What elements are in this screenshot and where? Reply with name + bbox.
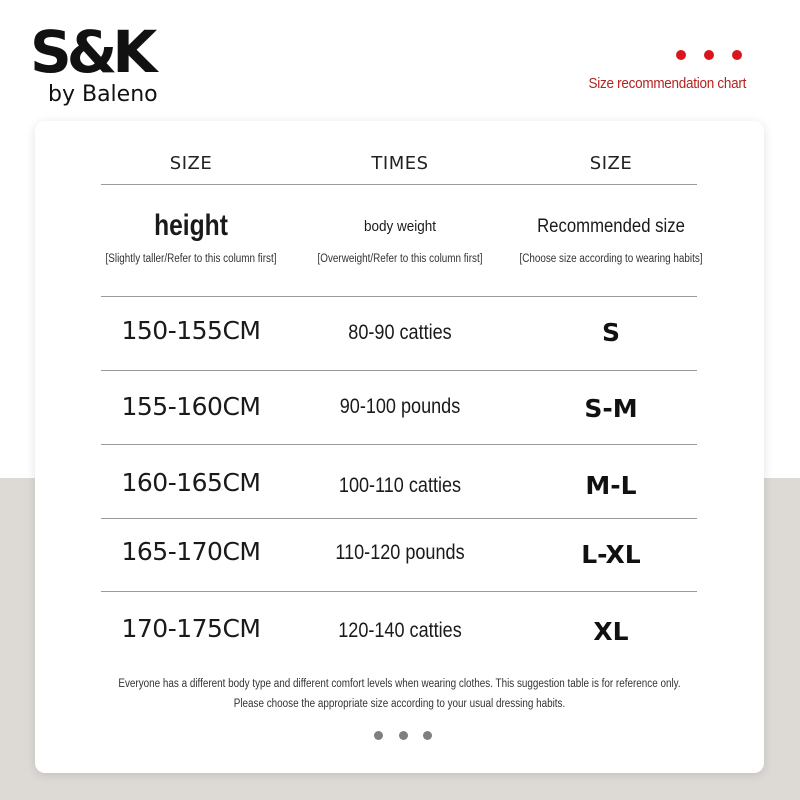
divider: [101, 184, 697, 185]
subheader-weight-note: [Overweight/Refer to this column first]: [317, 253, 483, 265]
footer-note-line-2: Please choose the appropriate size according to your usual dressing habits.: [233, 698, 566, 710]
row-3-size: M-L: [585, 471, 637, 500]
divider: [101, 444, 697, 445]
subheader-height-note: [Slightly taller/Refer to this column first]: [105, 253, 277, 265]
footer-note-line-1: Everyone has a different body type and different comfort levels when wearing clothes. This suggestion table is for reference only.: [118, 678, 681, 690]
row-4-size: L-XL: [581, 540, 641, 569]
header-times: TIMES: [371, 153, 429, 174]
header-size-height: SIZE: [169, 153, 213, 174]
row-5-height: 170-175CM: [121, 614, 261, 643]
brand-mark: S&K: [30, 18, 153, 86]
red-dot-icon: [732, 50, 742, 60]
row-5-size: XL: [593, 617, 629, 646]
header-size-recommended: SIZE: [589, 153, 633, 174]
gray-dot-icon: [399, 731, 408, 740]
chart-title: Size recommendation chart: [588, 75, 746, 92]
red-dot-icon: [704, 50, 714, 60]
divider: [101, 591, 697, 592]
subheader-height: height: [154, 209, 228, 242]
subheader-recommended: Recommended size: [537, 216, 685, 237]
row-3-height: 160-165CM: [121, 468, 261, 497]
row-1-size: S: [601, 318, 620, 347]
decorative-dots-top: [676, 49, 742, 61]
divider: [101, 296, 697, 297]
brand-sub: by Baleno: [48, 82, 158, 107]
red-dot-icon: [676, 50, 686, 60]
gray-dot-icon: [374, 731, 383, 740]
row-2-size: S-M: [584, 394, 638, 423]
row-3-weight: 100-110 catties: [338, 474, 462, 497]
row-4-height: 165-170CM: [121, 537, 261, 566]
brand-logo: [30, 18, 170, 117]
gray-dot-icon: [423, 731, 432, 740]
row-2-weight: 90-100 pounds: [339, 395, 461, 418]
decorative-dots-bottom: [374, 730, 432, 740]
divider: [101, 370, 697, 371]
divider: [101, 518, 697, 519]
row-1-height: 150-155CM: [121, 316, 261, 345]
size-chart-card: [35, 121, 764, 773]
subheader-weight: body weight: [363, 218, 437, 235]
row-1-weight: 80-90 catties: [348, 321, 452, 344]
row-4-weight: 110-120 pounds: [335, 541, 465, 564]
subheader-recommended-note: [Choose size according to wearing habits]: [519, 253, 703, 265]
row-2-height: 155-160CM: [121, 392, 261, 421]
row-5-weight: 120-140 catties: [338, 619, 462, 642]
